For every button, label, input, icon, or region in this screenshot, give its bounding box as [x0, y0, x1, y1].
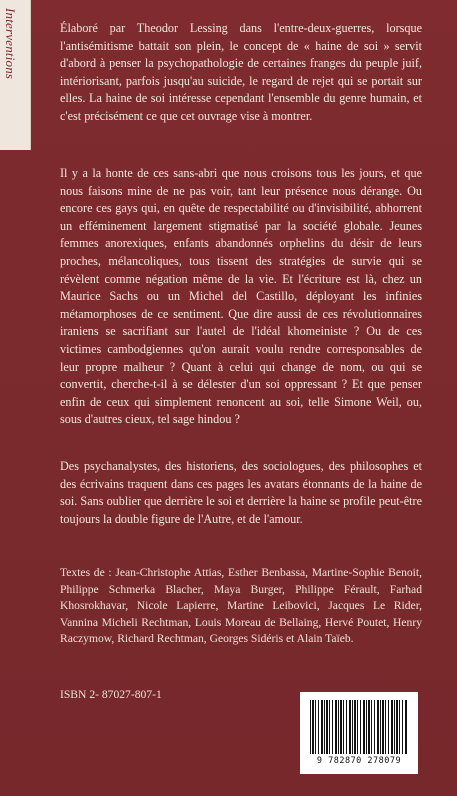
isbn-label: ISBN 2- 87027-807-1	[60, 688, 162, 701]
series-tab	[0, 0, 31, 150]
barcode-number: 9 782870 278079	[316, 756, 402, 766]
barcode	[300, 692, 418, 774]
series-label: Interventions	[3, 8, 18, 80]
barcode-bars-icon	[310, 700, 408, 754]
paragraph-conclusion: Des psychanalystes, des historiens, des sociologues, des philosophes et des écrivains traquent dans ces pages les avatars étonnants de la haine de soi. Sans oublier que derrière le soi et derrière la haine se profile peut-être toujours la double figure de l'Autre, et de l'amour.	[60, 459, 422, 526]
paragraph-intro: Élaboré par Theodor Lessing dans l'entre-deux-guerres, lorsque l'antisémitisme battait son plein, le concept de « haine de soi » servit d'abord à penser la psychopathologie de certaines franges du peuple juif, intériorisant, parfois jusqu'au suicide, le regard de rejet qui se portait sur elles. La haine de soi intéresse cependant l'ensemble du genre humain, et c'est précisément ce que cet ouvrage vise à montrer.	[60, 21, 422, 123]
contributors-list: Textes de : Jean-Christophe Attias, Esther Benbassa, Martine-Sophie Benoit, Philippe Schmerka Blacher, Maya Burger, Philippe Férault, Farhad Khosrokhavar, Nicole Lapierre, Martine Leibovici, Jacques Le Rider, Vannina Micheli Rechtman, Louis Moreau de Bellaing, Hervé Poutet, Henry Raczymow, Richard Rechtman, Georges Sidéris et Alain Taïeb.	[60, 566, 422, 646]
paragraph-examples: Il y a la honte de ces sans-abri que nous croisons tous les jours, et que nous faisons mine de ne pas voir, tant leur présence nous dérange. Ou encore ces gays qui, en quête de respectabilité ou d'invisibilité, abhorrent un efféminement largement stigmatisé par la société globale. Jeunes femmes anorexiques, enfants abandonnés orphelins du désir de leurs proches, mélancoliques, tous tissent des stratégies de survie qui se révèlent comme négation même de la vie. Et l'écriture est là, chez un Maurice Sachs ou un Michel del Castillo, déployant les infinies métamorphoses de ce sentiment. Que dire aussi de ces révolutionnaires iraniens se sacrifiant sur l'autel de l'idéal khomeiniste ? Ou de ces victimes cambodgiennes qu'on aurait voulu rendre corresponsables de leur propre malheur ? Quant à celui qui change de nom, ou qui se convertit, cherche-t-il à se délester d'un soi oppressant ? Et que penser enfin de ceux qui simplement renoncent au soi, telle Simone Weil, ou, sous d'autres cieux, tel sage hindou ?	[60, 166, 422, 427]
